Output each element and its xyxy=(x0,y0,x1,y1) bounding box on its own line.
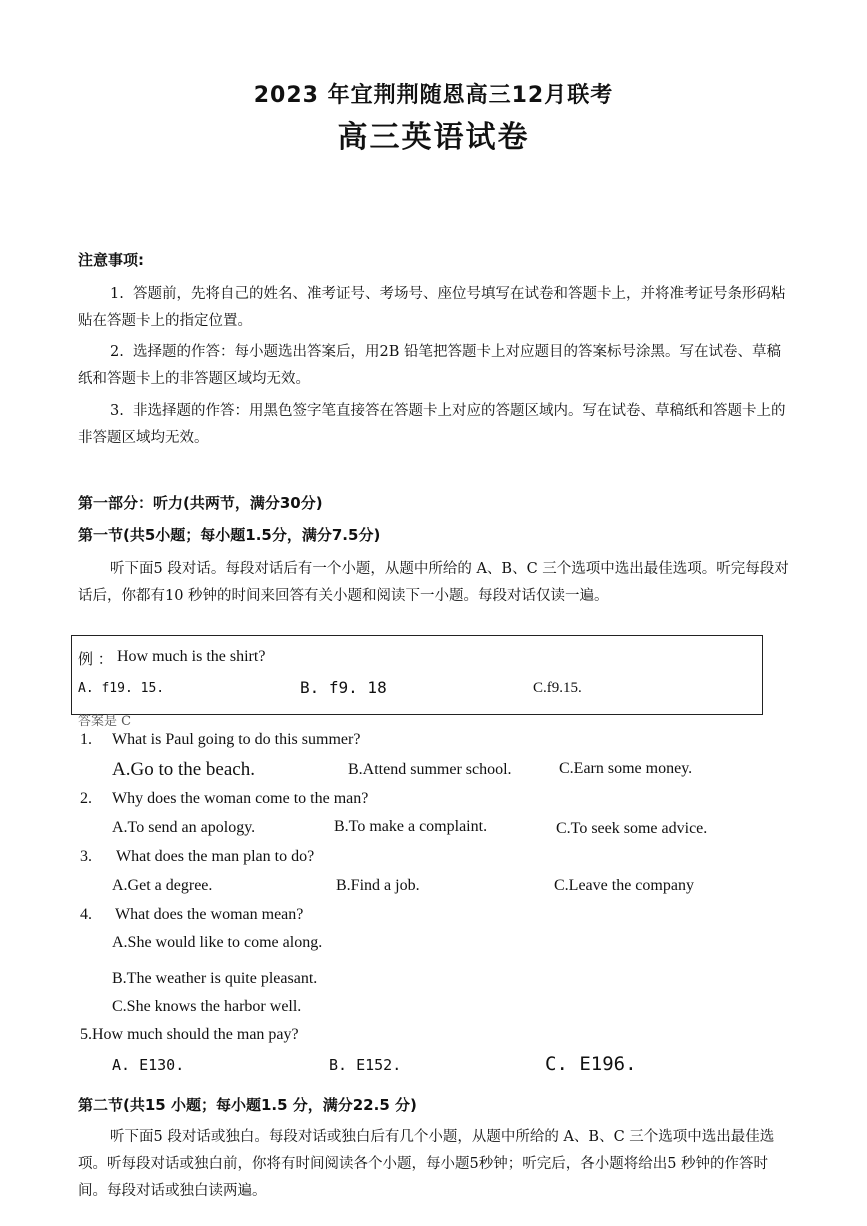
question-text: How much should the man pay? xyxy=(92,1026,299,1043)
option-a: A.Go to the beach. xyxy=(112,759,255,780)
example-question: How much is the shirt? xyxy=(117,648,266,665)
option-c: C.Earn some money. xyxy=(559,760,693,777)
question-text: What does the man plan to do? xyxy=(116,848,315,865)
question-number: 4. xyxy=(80,906,92,923)
section1-instructions: 听下面5 段对话。每段对话后有一个小题，从题中所给的 A、B、C 三个选项中选出最佳选项。听完每段对话后，你都有10 秒钟的时间来回答有关小题和阅读下一小题。每段对话仅读一遍。 xyxy=(78,561,789,604)
example-option-a: A. f19. 15. xyxy=(78,681,165,696)
option-c: C.She knows the harbor well. xyxy=(112,998,302,1015)
option-a: A.She would like to come along. xyxy=(112,934,323,951)
notice-item-1: 1. 答题前，先将自己的姓名、准考证号、考场号、座位号填写在试卷和答题卡上，并将准考证号条形码粘贴在答题卡上的指定位置。 xyxy=(78,286,786,329)
option-b: B.To make a complaint. xyxy=(334,818,488,835)
question-text: Why does the woman come to the man? xyxy=(112,790,369,807)
exam-title: 2023 年宜荆荆随恩高三12月联考 xyxy=(253,83,614,108)
notice-item-2: 2. 选择题的作答：每小题选出答案后，用2B 铅笔把答题卡上对应题目的答案标号涂黑。写在试卷、草稿纸和答题卡上的非答题区域均无效。 xyxy=(78,344,782,387)
option-b: B. E152. xyxy=(329,1056,402,1074)
option-a: A.To send an apology. xyxy=(112,819,256,836)
option-a: A. E130. xyxy=(112,1056,185,1074)
question-number: 3. xyxy=(80,848,92,865)
option-c: C.To seek some advice. xyxy=(556,820,708,837)
option-b: B.Attend summer school. xyxy=(348,761,512,778)
section1-title: 第一节(共5小题；每小题1.5分，满分7.5分) xyxy=(78,526,381,544)
option-b: B.Find a job. xyxy=(336,877,420,894)
example-option-b: B. f9. 18 xyxy=(300,678,387,697)
part1-title: 第一部分：听力(共两节，满分30分) xyxy=(78,494,323,512)
option-c: C. E196. xyxy=(545,1053,637,1075)
paper-title: 高三英语试卷 xyxy=(337,120,530,155)
section2-title: 第二节(共15 小题；每小题1.5 分，满分22.5 分) xyxy=(78,1096,417,1114)
notice-item-3: 3. 非选择题的作答：用黑色签字笔直接答在答题卡上对应的答题区域内。写在试卷、草稿纸和答题卡上的非答题区域均无效。 xyxy=(78,403,786,446)
question-text: What is Paul going to do this summer? xyxy=(112,731,361,748)
example-label: 例 ： xyxy=(78,650,113,668)
question-number: 5. xyxy=(80,1026,92,1043)
option-a: A.Get a degree. xyxy=(112,877,213,894)
option-c: C.Leave the company xyxy=(554,877,694,894)
example-option-c: C.f9.15. xyxy=(533,680,582,696)
section2-instructions: 听下面5 段对话或独白。每段对话或独白后有几个小题，从题中所给的 A、B、C 三个选项中选出最佳选项。听每段对话或独白前，你将有时间阅读各个小题，每小题5秒钟；听完后，各小题将给出5 秒钟的作答时间。每段对话或独白读两遍。 xyxy=(78,1129,775,1199)
question-text: What does the woman mean? xyxy=(115,906,304,923)
question-number: 2. xyxy=(80,790,92,807)
question-number: 1. xyxy=(80,731,92,748)
notice-title: 注意事项: xyxy=(78,251,144,269)
example-answer-clipped: 答案是 C xyxy=(78,714,132,729)
example-box xyxy=(71,635,763,715)
option-b: B.The weather is quite pleasant. xyxy=(112,970,318,987)
